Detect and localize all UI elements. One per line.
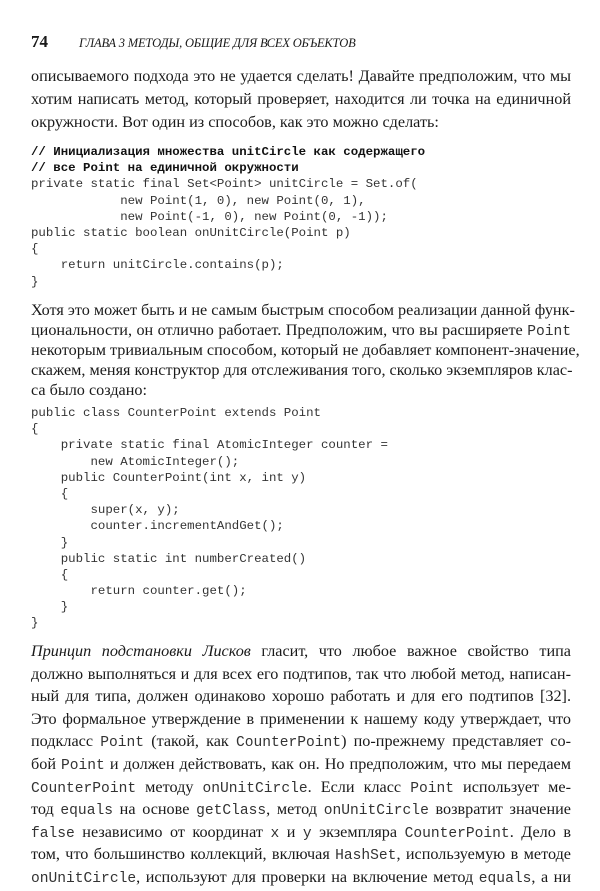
code-line: return counter.get(); bbox=[31, 584, 247, 599]
text-line bbox=[31, 821, 571, 844]
inline-code: CounterPoint bbox=[235, 735, 342, 752]
text-run: описываемого подхода это не удается сделать! Давайте предположим, что мы bbox=[31, 67, 571, 85]
text-run: экземпляра bbox=[311, 822, 405, 841]
text-line bbox=[31, 753, 571, 776]
text-run: и bbox=[279, 822, 303, 841]
text-run: Хотя это может быть и не самым быстрым способом реализации данной функ- bbox=[31, 301, 575, 319]
text-run: методу bbox=[136, 777, 203, 796]
inline-code: onUnitCircle bbox=[202, 780, 308, 797]
text-run: ) по-прежнему представляет со- bbox=[341, 732, 571, 751]
text-run: хотим написать метод, который проверяет, находится ли точка на единичной bbox=[31, 90, 571, 108]
text-run: гласит, что любое важное свойство типа bbox=[250, 642, 571, 660]
code-line: new AtomicInteger(); bbox=[31, 454, 240, 469]
inline-code: HashSet bbox=[335, 848, 397, 865]
text-run: (такой, как bbox=[144, 732, 236, 751]
code-line: } bbox=[31, 535, 69, 550]
text-line bbox=[31, 866, 571, 889]
code-line: } bbox=[31, 274, 39, 289]
text-line bbox=[31, 663, 571, 686]
code-comment-line: // все Point на единичной окружности bbox=[31, 161, 299, 176]
code-line: { bbox=[31, 422, 39, 437]
text-run: са было создано: bbox=[31, 381, 147, 399]
paragraph-counterpoint-intro bbox=[31, 300, 580, 400]
code-line: public class CounterPoint extends Point bbox=[31, 406, 321, 420]
inline-code: getClass bbox=[196, 803, 267, 820]
text-line bbox=[31, 843, 571, 866]
code-line: public static int numberCreated() bbox=[31, 551, 307, 566]
code-line: return unitCircle.contains(p); bbox=[31, 258, 284, 273]
text-line bbox=[31, 685, 571, 708]
text-run: . Дело в bbox=[509, 822, 571, 841]
text-run: независимо от координат bbox=[74, 822, 271, 841]
inline-code: x bbox=[270, 825, 280, 842]
paragraph-liskov bbox=[31, 640, 571, 889]
inline-code: CounterPoint bbox=[404, 825, 510, 842]
inline-code: Point bbox=[527, 324, 571, 340]
text-run: возвратит значение bbox=[428, 800, 571, 819]
text-line bbox=[31, 340, 580, 360]
inline-code: onUnitCircle bbox=[31, 870, 137, 887]
code-line: public static boolean onUnitCircle(Point p) bbox=[31, 225, 351, 240]
text-run: должно выполняться и для всех его подтипов, так что любой метод, написан- bbox=[31, 664, 571, 683]
code-line: private static final AtomicInteger counter = bbox=[31, 438, 388, 453]
text-run: , используемую в методе bbox=[396, 845, 571, 864]
code-line: { bbox=[31, 567, 69, 582]
text-run: ный для типа, должен одинаково хорошо работать и для его подтипов [32]. bbox=[31, 687, 571, 706]
text-line bbox=[31, 111, 571, 134]
text-run: и должен действовать, как он. Но предположим, что мы передаем bbox=[104, 754, 571, 773]
inline-code: CounterPoint bbox=[31, 780, 137, 797]
text-run: , метод bbox=[266, 800, 324, 819]
code-line: new Point(-1, 0), new Point(0, -1)); bbox=[31, 209, 388, 224]
text-line bbox=[31, 360, 571, 380]
inline-code: equals bbox=[478, 870, 532, 887]
text-line bbox=[31, 776, 571, 799]
code-line: super(x, y); bbox=[31, 503, 180, 518]
code-block-counterpoint bbox=[31, 405, 388, 632]
inline-code: equals bbox=[60, 803, 113, 820]
text-run: скажем, меняя конструктор для отслеживания того, сколько экземпляров клас- bbox=[31, 361, 573, 379]
text-run: окружности. Вот один из способов, как это можно сделать: bbox=[31, 113, 439, 131]
code-line: } bbox=[31, 600, 69, 615]
running-title: ГЛАВА 3 МЕТОДЫ, ОБЩИЕ ДЛЯ ВСЕХ ОБЪЕКТОВ bbox=[79, 36, 356, 50]
text-line bbox=[31, 320, 571, 340]
text-run: использует ме- bbox=[453, 777, 571, 796]
text-line bbox=[31, 798, 571, 821]
text-line bbox=[31, 65, 571, 88]
inline-code: false bbox=[31, 825, 75, 842]
text-run: тод bbox=[31, 800, 61, 819]
text-run: подкласс bbox=[31, 732, 101, 751]
text-line bbox=[31, 380, 571, 400]
inline-code: Point bbox=[61, 757, 105, 774]
text-run: циональности, он отлично работает. Предположим, что вы расширяете bbox=[31, 321, 528, 339]
text-line bbox=[31, 88, 571, 111]
text-run: том, что большинство коллекций, включая bbox=[31, 845, 336, 864]
text-run: на основе bbox=[112, 800, 197, 819]
code-line: { bbox=[31, 242, 39, 257]
text-run: , используют для проверки на включение метод bbox=[136, 867, 479, 886]
code-comment-line: // Инициализация множества unitCircle как содержащего bbox=[31, 145, 426, 159]
text-run: . Если класс bbox=[307, 777, 411, 796]
code-line: private static final Set<Point> unitCircle = Set.of( bbox=[31, 177, 418, 192]
text-line bbox=[31, 640, 571, 663]
running-header bbox=[31, 32, 356, 52]
page-number: 74 bbox=[31, 32, 48, 51]
code-line: } bbox=[31, 616, 39, 631]
text-line bbox=[31, 708, 571, 731]
inline-code: Point bbox=[410, 780, 454, 797]
inline-code: y bbox=[302, 825, 312, 842]
text-run: некоторым тривиальным способом, который не добавляет компонент-значение, bbox=[31, 341, 580, 359]
emphasized-term: Принцип подстановки Лисков bbox=[31, 642, 251, 660]
text-line bbox=[31, 730, 571, 753]
paragraph-intro bbox=[31, 65, 571, 134]
text-run: Это формальное утверждение в применении к нашему коду утверждает, что bbox=[31, 709, 571, 728]
text-run: , а ни bbox=[531, 867, 571, 886]
code-line: counter.incrementAndGet(); bbox=[31, 519, 284, 534]
code-line: public CounterPoint(int x, int y) bbox=[31, 470, 307, 485]
code-block-unit-circle bbox=[31, 144, 425, 290]
inline-code: Point bbox=[100, 735, 145, 752]
text-run: бой bbox=[31, 754, 62, 773]
inline-code: onUnitCircle bbox=[323, 803, 429, 820]
code-line: { bbox=[31, 486, 69, 501]
text-line bbox=[31, 300, 575, 320]
code-line: new Point(1, 0), new Point(0, 1), bbox=[31, 193, 366, 208]
